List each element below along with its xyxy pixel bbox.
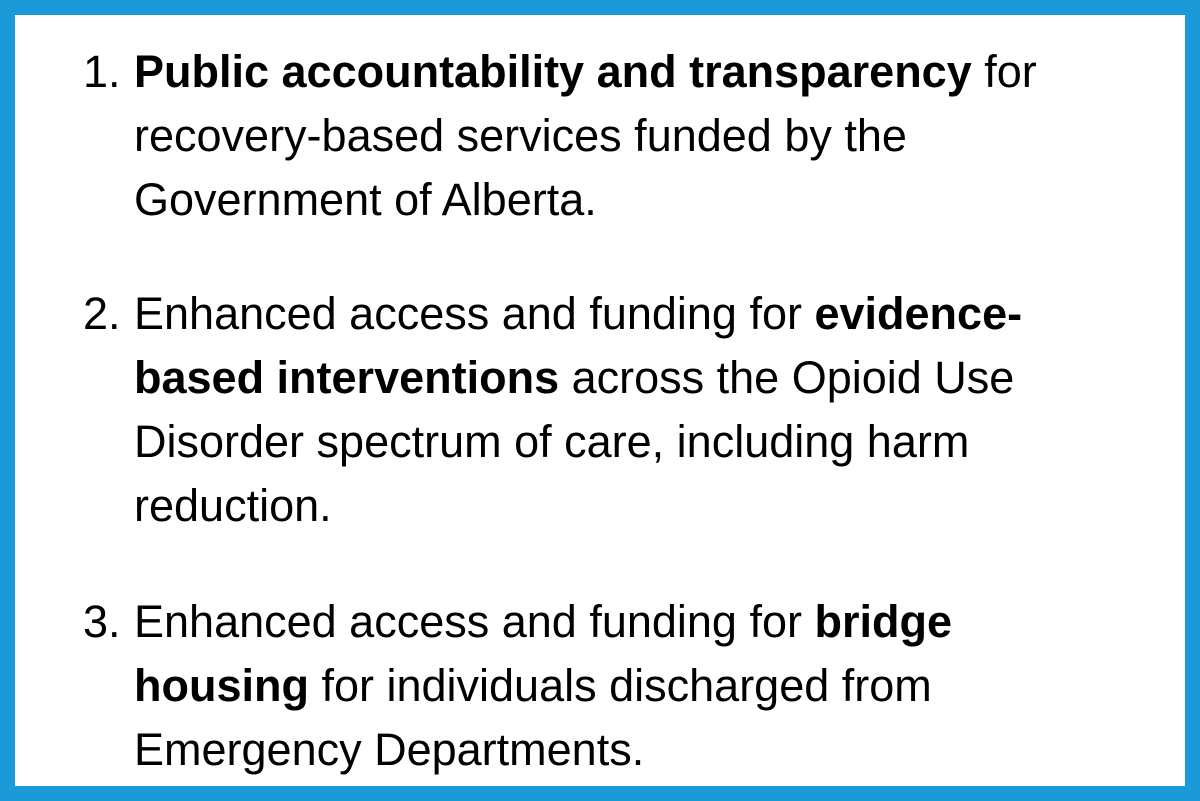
bold-phrase: evidence- [814,288,1023,339]
text-segment: Enhanced access and funding for [134,288,815,339]
text-line: recovery-based services funded by the [134,110,907,161]
list-item-text [134,40,1114,232]
text-segment: for individuals discharged from [308,660,932,711]
bold-phrase: housing [134,660,309,711]
text-line: Government of Alberta. [134,174,597,225]
text-segment: for [971,46,1037,97]
text-line [134,654,1114,718]
text-segment: Enhanced access and funding for [134,596,815,647]
list-item-number: 2. [83,288,121,339]
text-line [134,40,1114,104]
bold-phrase: bridge [814,596,952,647]
text-line: Disorder spectrum of care, including harm [134,416,970,467]
text-segment: across the Opioid Use [559,352,1015,403]
text-line [134,590,1114,654]
text-line [134,346,1114,410]
list-item-text [134,590,1114,782]
text-line: reduction. [134,480,332,531]
text-line: Emergency Departments. [134,724,645,775]
list-item-number: 1. [83,46,121,97]
bold-phrase: Public accountability and transparency [134,46,972,97]
list-item-text [134,282,1114,538]
text-line [134,282,1114,346]
list-item-number: 3. [83,596,121,647]
bold-phrase: based interventions [134,352,560,403]
